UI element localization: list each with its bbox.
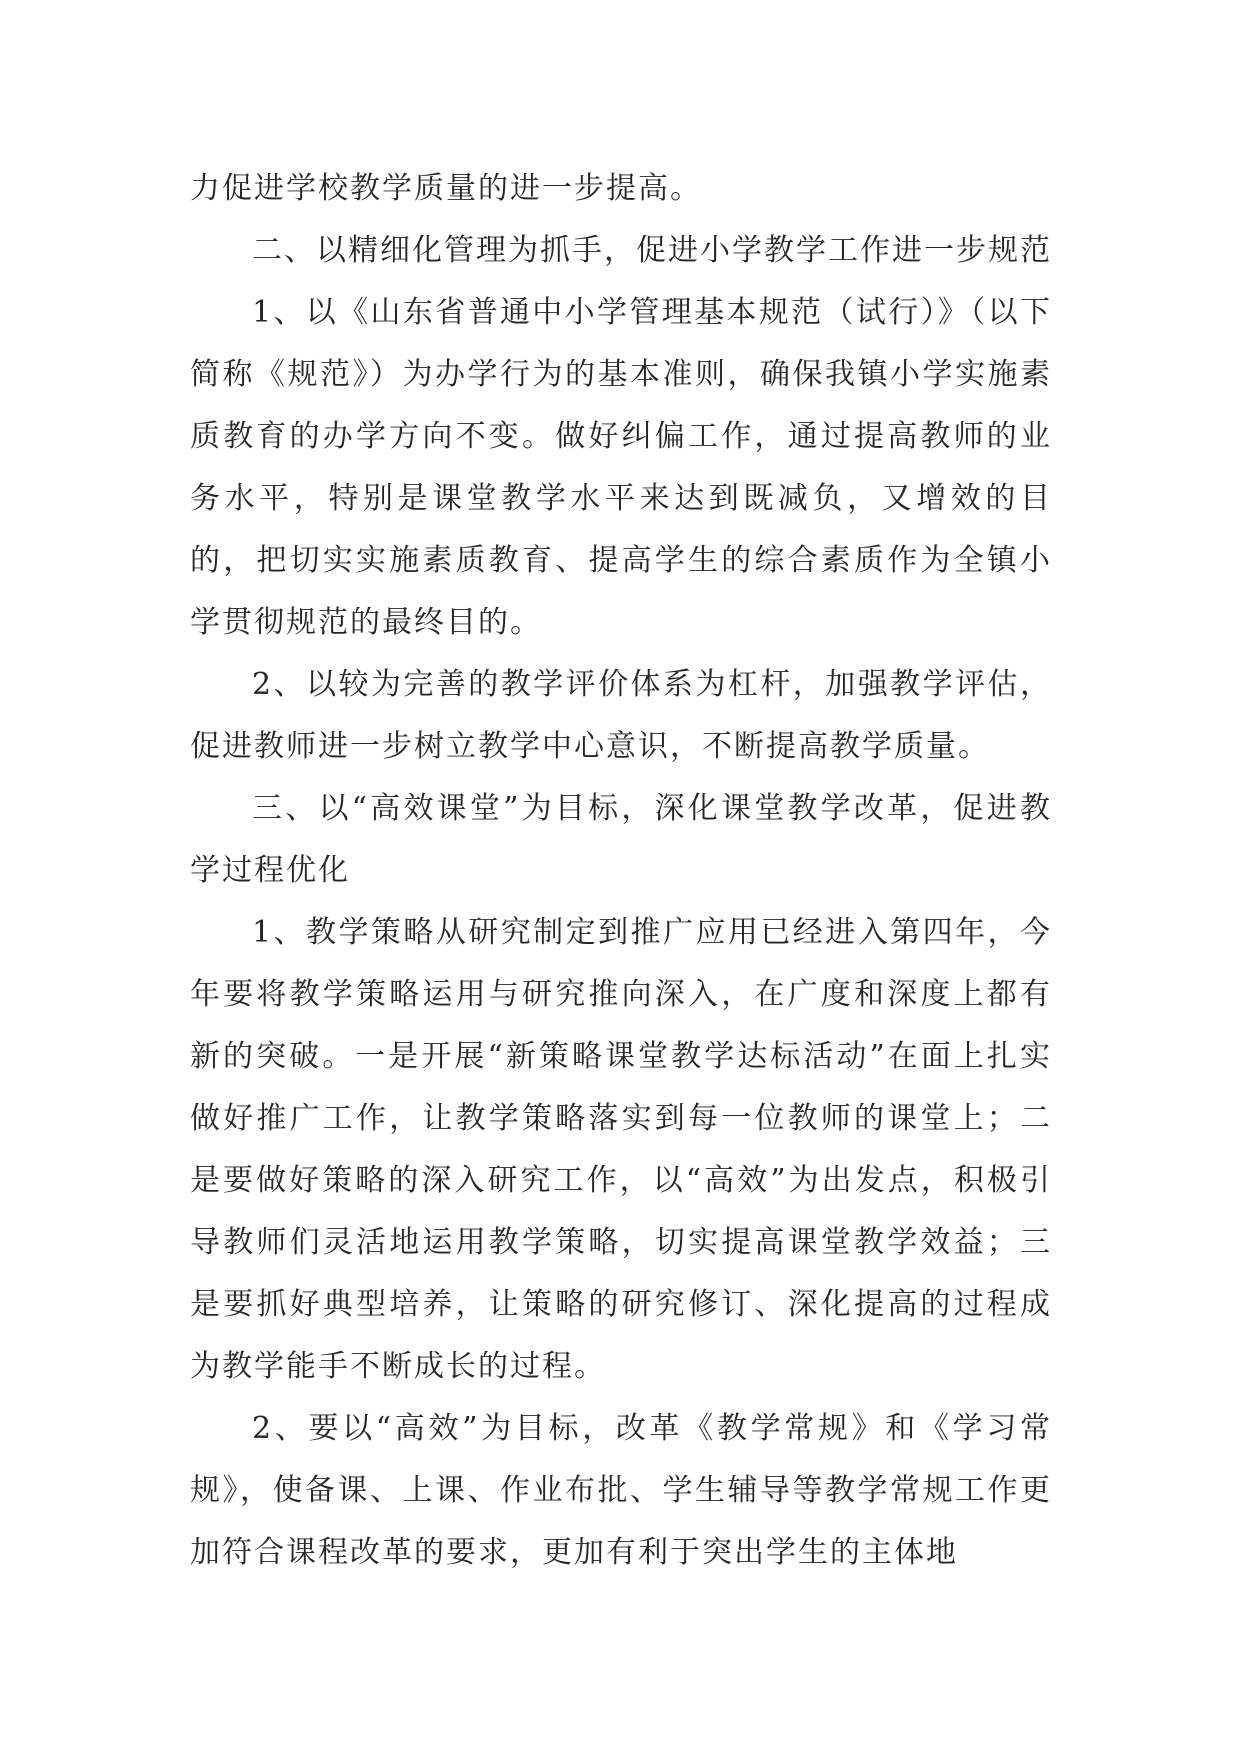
paragraph-3-1: 1、教学策略从研究制定到推广应用已经进入第四年，今年要将教学策略运用与研究推向深入，在广度和深度上都有新的突破。一是开展“新策略课堂教学达标活动”在面上扎实做好推广工作，让教学策略落实到每一位教师的课堂上；二是要做好策略的深入研究工作，以“高效”为出发点，积极引导教师们灵活地运用教学策略，切实提高课堂教学效益；三是要抓好典型培养，让策略的研究修订、深化提高的过程成为教学能手不断成长的过程。: [190, 915, 1052, 1384]
document-body: [190, 158, 1052, 1584]
section-heading-2: 二、以精细化管理为抓手，促进小学教学工作进一步规范: [252, 233, 1052, 268]
paragraph-2-2: 2、以较为完善的教学评价体系为杠杆，加强教学评估，促进教师进一步树立教学中心意识，不断提高教学质量。: [190, 667, 1052, 764]
paragraph-3-2: 2、要以“高效”为目标，改革《教学常规》和《学习常规》，使备课、上课、作业布批、学生辅导等教学常规工作更加符合课程改革的要求，更加有利于突出学生的主体地: [190, 1411, 1052, 1570]
paragraph-2-1: 1、以《山东省普通中小学管理基本规范（试行）》（以下简称《规范》）为办学行为的基本准则，确保我镇小学实施素质教育的办学方向不变。做好纠偏工作，通过提高教师的业务水平，特别是课堂教学水平来达到既减负，又增效的目的，把切实实施素质教育、提高学生的综合素质作为全镇小学贯彻规范的最终目的。: [190, 295, 1052, 640]
paragraph-1: 力促进学校教学质量的进一步提高。: [190, 171, 702, 206]
section-heading-3: 三、以“高效课堂”为目标，深化课堂教学改革，促进教学过程优化: [190, 791, 1052, 888]
